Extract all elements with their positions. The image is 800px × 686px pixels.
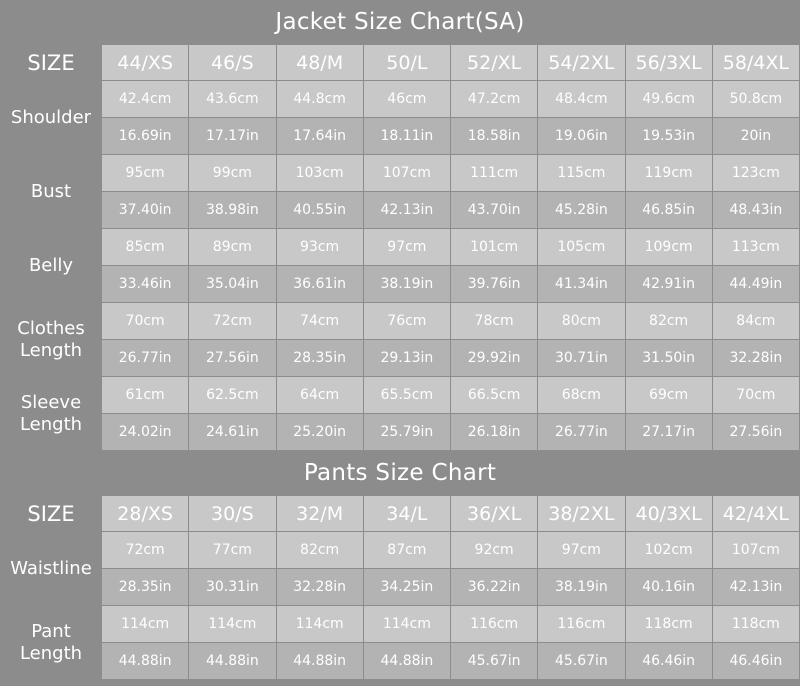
cell-in: 16.69in bbox=[102, 118, 189, 155]
header-size-4: 52/XL bbox=[451, 45, 538, 81]
cell-cm: 92cm bbox=[451, 532, 538, 569]
cell-in: 43.70in bbox=[451, 192, 538, 229]
table-row bbox=[1, 118, 800, 155]
cell-in: 36.61in bbox=[276, 266, 363, 303]
cell-in: 28.35in bbox=[102, 569, 189, 606]
cell-in: 26.77in bbox=[538, 414, 625, 451]
cell-cm: 44.8cm bbox=[276, 81, 363, 118]
cell-cm: 97cm bbox=[538, 532, 625, 569]
table-header-row bbox=[1, 496, 800, 532]
cell-in: 45.67in bbox=[538, 643, 625, 680]
table-row bbox=[1, 192, 800, 229]
cell-cm: 49.6cm bbox=[625, 81, 712, 118]
cell-in: 44.49in bbox=[712, 266, 799, 303]
cell-cm: 115cm bbox=[538, 155, 625, 192]
cell-cm: 111cm bbox=[451, 155, 538, 192]
cell-cm: 87cm bbox=[363, 532, 450, 569]
cell-cm: 74cm bbox=[276, 303, 363, 340]
cell-cm: 118cm bbox=[712, 606, 799, 643]
cell-in: 17.64in bbox=[276, 118, 363, 155]
cell-in: 37.40in bbox=[102, 192, 189, 229]
header-size-5: 54/2XL bbox=[538, 45, 625, 81]
cell-cm: 102cm bbox=[625, 532, 712, 569]
table-row bbox=[1, 155, 800, 192]
cell-cm: 116cm bbox=[451, 606, 538, 643]
table-row bbox=[1, 81, 800, 118]
cell-in: 30.31in bbox=[189, 569, 276, 606]
cell-in: 29.13in bbox=[363, 340, 450, 377]
row-label-shoulder: Shoulder bbox=[1, 81, 102, 155]
cell-cm: 72cm bbox=[102, 532, 189, 569]
cell-cm: 61cm bbox=[102, 377, 189, 414]
cell-cm: 107cm bbox=[712, 532, 799, 569]
cell-in: 45.28in bbox=[538, 192, 625, 229]
cell-cm: 70cm bbox=[102, 303, 189, 340]
cell-in: 40.16in bbox=[625, 569, 712, 606]
cell-cm: 66.5cm bbox=[451, 377, 538, 414]
cell-in: 25.20in bbox=[276, 414, 363, 451]
row-label-bust: Bust bbox=[1, 155, 102, 229]
cell-in: 27.17in bbox=[625, 414, 712, 451]
cell-cm: 95cm bbox=[102, 155, 189, 192]
cell-cm: 113cm bbox=[712, 229, 799, 266]
table-row bbox=[1, 377, 800, 414]
cell-cm: 77cm bbox=[189, 532, 276, 569]
cell-cm: 69cm bbox=[625, 377, 712, 414]
cell-in: 29.92in bbox=[451, 340, 538, 377]
cell-cm: 76cm bbox=[363, 303, 450, 340]
cell-in: 44.88in bbox=[276, 643, 363, 680]
cell-cm: 80cm bbox=[538, 303, 625, 340]
table-header-row bbox=[1, 45, 800, 81]
header-size-5: 38/2XL bbox=[538, 496, 625, 532]
cell-in: 46.85in bbox=[625, 192, 712, 229]
cell-in: 33.46in bbox=[102, 266, 189, 303]
table-row bbox=[1, 606, 800, 643]
cell-in: 17.17in bbox=[189, 118, 276, 155]
cell-in: 26.77in bbox=[102, 340, 189, 377]
header-size-0: 28/XS bbox=[102, 496, 189, 532]
table-row bbox=[1, 266, 800, 303]
pants-size-table bbox=[0, 495, 800, 680]
cell-in: 38.19in bbox=[538, 569, 625, 606]
header-size-0: 44/XS bbox=[102, 45, 189, 81]
cell-in: 44.88in bbox=[189, 643, 276, 680]
cell-cm: 101cm bbox=[451, 229, 538, 266]
header-size-2: 32/M bbox=[276, 496, 363, 532]
cell-cm: 82cm bbox=[276, 532, 363, 569]
cell-cm: 47.2cm bbox=[451, 81, 538, 118]
cell-in: 27.56in bbox=[189, 340, 276, 377]
header-size-label: SIZE bbox=[1, 496, 102, 532]
cell-cm: 72cm bbox=[189, 303, 276, 340]
cell-in: 28.35in bbox=[276, 340, 363, 377]
cell-cm: 114cm bbox=[102, 606, 189, 643]
cell-cm: 118cm bbox=[625, 606, 712, 643]
cell-in: 45.67in bbox=[451, 643, 538, 680]
cell-cm: 123cm bbox=[712, 155, 799, 192]
row-label-pant-length: Pant Length bbox=[1, 606, 102, 680]
cell-in: 42.91in bbox=[625, 266, 712, 303]
cell-in: 34.25in bbox=[363, 569, 450, 606]
cell-in: 19.53in bbox=[625, 118, 712, 155]
cell-in: 18.11in bbox=[363, 118, 450, 155]
header-size-3: 50/L bbox=[363, 45, 450, 81]
cell-in: 38.19in bbox=[363, 266, 450, 303]
cell-in: 31.50in bbox=[625, 340, 712, 377]
header-size-4: 36/XL bbox=[451, 496, 538, 532]
cell-in: 38.98in bbox=[189, 192, 276, 229]
table-row bbox=[1, 643, 800, 680]
header-size-6: 40/3XL bbox=[625, 496, 712, 532]
cell-cm: 42.4cm bbox=[102, 81, 189, 118]
table-row bbox=[1, 229, 800, 266]
cell-cm: 97cm bbox=[363, 229, 450, 266]
header-size-3: 34/L bbox=[363, 496, 450, 532]
cell-in: 41.34in bbox=[538, 266, 625, 303]
cell-in: 42.13in bbox=[363, 192, 450, 229]
cell-cm: 82cm bbox=[625, 303, 712, 340]
table-row bbox=[1, 340, 800, 377]
cell-cm: 119cm bbox=[625, 155, 712, 192]
header-size-7: 42/4XL bbox=[712, 496, 799, 532]
cell-cm: 43.6cm bbox=[189, 81, 276, 118]
cell-in: 24.61in bbox=[189, 414, 276, 451]
cell-in: 30.71in bbox=[538, 340, 625, 377]
header-size-1: 30/S bbox=[189, 496, 276, 532]
cell-in: 35.04in bbox=[189, 266, 276, 303]
row-label-sleeve-length: Sleeve Length bbox=[1, 377, 102, 451]
table-row bbox=[1, 532, 800, 569]
cell-cm: 62.5cm bbox=[189, 377, 276, 414]
cell-in: 19.06in bbox=[538, 118, 625, 155]
cell-cm: 107cm bbox=[363, 155, 450, 192]
cell-cm: 114cm bbox=[189, 606, 276, 643]
row-label-belly: Belly bbox=[1, 229, 102, 303]
cell-cm: 116cm bbox=[538, 606, 625, 643]
table-row bbox=[1, 414, 800, 451]
cell-cm: 50.8cm bbox=[712, 81, 799, 118]
cell-cm: 64cm bbox=[276, 377, 363, 414]
header-size-6: 56/3XL bbox=[625, 45, 712, 81]
cell-in: 27.56in bbox=[712, 414, 799, 451]
jacket-size-table bbox=[0, 44, 800, 451]
header-size-2: 48/M bbox=[276, 45, 363, 81]
cell-cm: 78cm bbox=[451, 303, 538, 340]
cell-in: 40.55in bbox=[276, 192, 363, 229]
cell-in: 26.18in bbox=[451, 414, 538, 451]
cell-in: 32.28in bbox=[276, 569, 363, 606]
table-row bbox=[1, 303, 800, 340]
cell-cm: 70cm bbox=[712, 377, 799, 414]
cell-cm: 93cm bbox=[276, 229, 363, 266]
pants-chart-title: Pants Size Chart bbox=[0, 451, 800, 495]
cell-in: 20in bbox=[712, 118, 799, 155]
cell-in: 46.46in bbox=[625, 643, 712, 680]
cell-cm: 65.5cm bbox=[363, 377, 450, 414]
cell-cm: 68cm bbox=[538, 377, 625, 414]
row-label-clothes-length: Clothes Length bbox=[1, 303, 102, 377]
cell-cm: 99cm bbox=[189, 155, 276, 192]
cell-cm: 84cm bbox=[712, 303, 799, 340]
cell-in: 39.76in bbox=[451, 266, 538, 303]
cell-in: 48.43in bbox=[712, 192, 799, 229]
cell-in: 24.02in bbox=[102, 414, 189, 451]
cell-cm: 105cm bbox=[538, 229, 625, 266]
cell-in: 46.46in bbox=[712, 643, 799, 680]
header-size-label: SIZE bbox=[1, 45, 102, 81]
cell-cm: 109cm bbox=[625, 229, 712, 266]
cell-cm: 114cm bbox=[276, 606, 363, 643]
cell-cm: 89cm bbox=[189, 229, 276, 266]
header-size-7: 58/4XL bbox=[712, 45, 799, 81]
jacket-chart-title: Jacket Size Chart(SA) bbox=[0, 0, 800, 44]
cell-in: 36.22in bbox=[451, 569, 538, 606]
table-row bbox=[1, 569, 800, 606]
cell-cm: 85cm bbox=[102, 229, 189, 266]
cell-cm: 48.4cm bbox=[538, 81, 625, 118]
cell-cm: 103cm bbox=[276, 155, 363, 192]
header-size-1: 46/S bbox=[189, 45, 276, 81]
cell-cm: 114cm bbox=[363, 606, 450, 643]
cell-in: 18.58in bbox=[451, 118, 538, 155]
cell-in: 25.79in bbox=[363, 414, 450, 451]
row-label-waistline: Waistline bbox=[1, 532, 102, 606]
cell-in: 44.88in bbox=[102, 643, 189, 680]
cell-in: 32.28in bbox=[712, 340, 799, 377]
cell-in: 42.13in bbox=[712, 569, 799, 606]
cell-cm: 46cm bbox=[363, 81, 450, 118]
cell-in: 44.88in bbox=[363, 643, 450, 680]
